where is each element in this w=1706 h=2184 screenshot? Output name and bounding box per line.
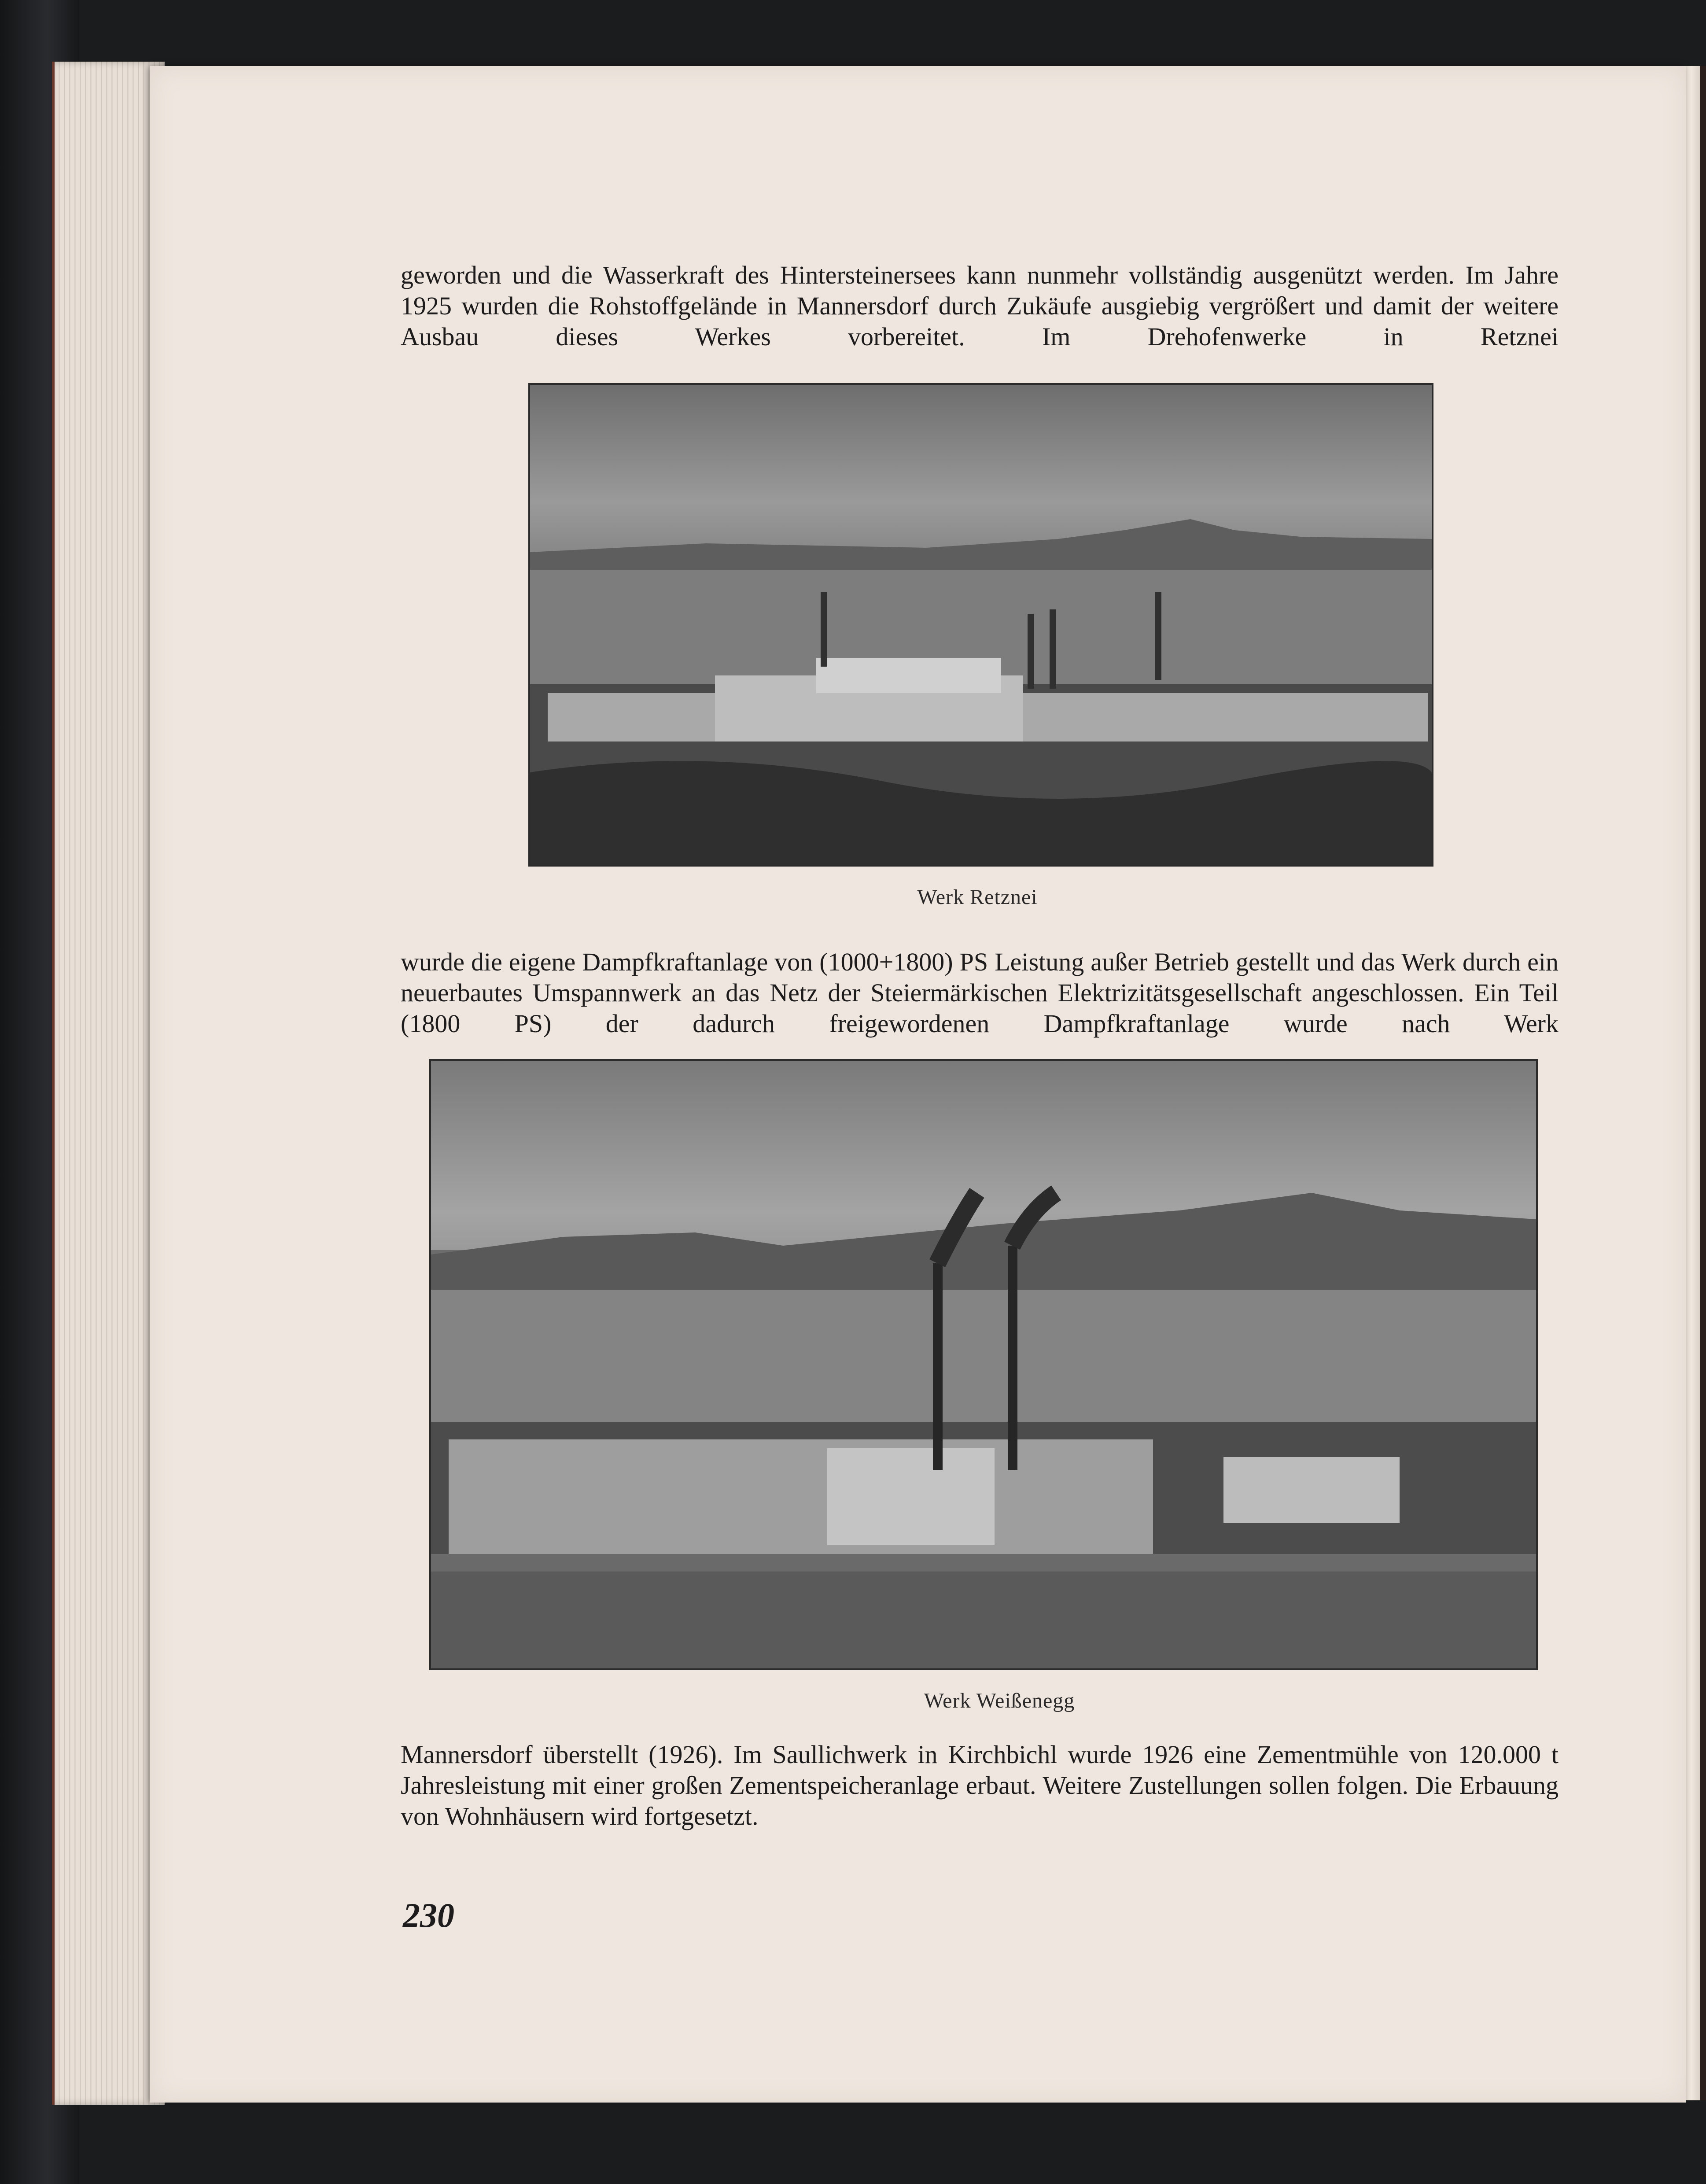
paragraph-3: Mannersdorf überstellt (1926). Im Saullichwerk in Kirchbichl wurde 1926 eine Zementmühle von 120.000 t Jahresleistung mit einer großen Zementspeicheranlage erbaut. Weitere Zustellungen sollen folgen. Die Erbauung von Wohnhäusern wird fortgesetzt.	[401, 1740, 1559, 1830]
paragraph-2: wurde die eigene Dampfkraftanlage von (1000+1800) PS Leistung außer Betrieb gestellt und das Werk durch ein neuerbautes Umspannwerk an das Netz der Steiermärkischen Elektrizitätsgesellschaft angeschlossen. Ein Teil (1800 PS) der dadurch freigewordenen Dampfkraftanlage wurde nach Werk	[401, 948, 1559, 1038]
paragraph-1: geworden und die Wasserkraft des Hintersteinersees kann nunmehr vollständig ausgenützt werden. Im Jahre 1925 wurden die Rohstoffgelände in Mannersdorf durch Zukäufe ausgiebig vergrößert und damit der weitere Ausbau dieses Werkes vorbereitet. Im Drehofenwerke in Retznei	[401, 261, 1559, 351]
figure-caption-weissenegg: Werk Weißenegg	[924, 1689, 1075, 1712]
page-stack-edge	[52, 62, 165, 2105]
figure-caption-retznei: Werk Retznei	[917, 885, 1038, 909]
page-number: 230	[403, 1896, 454, 1934]
plate-illustration-retznei	[530, 385, 1432, 865]
book-page	[150, 66, 1686, 2103]
figure-werk-retznei	[528, 383, 1433, 867]
figure-werk-weissenegg	[429, 1059, 1538, 1670]
plate-illustration-weissenegg	[431, 1061, 1536, 1668]
